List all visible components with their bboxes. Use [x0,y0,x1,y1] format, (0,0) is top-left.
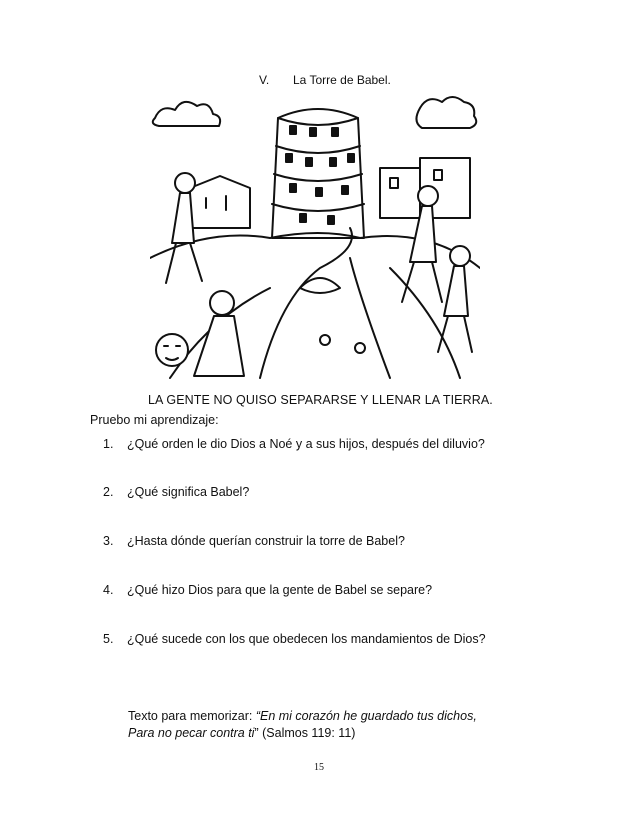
road [260,228,390,378]
section-heading [259,73,391,87]
person-right-bottom [438,246,472,352]
tower-of-babel-drawing [150,88,480,380]
memory-verse-label: Texto para memorizar: [128,709,256,723]
page-number: 15 [314,762,324,773]
question-item: 3. ¿Hasta dónde querían construir la torre de Babel? [103,534,405,548]
question-item: 2. ¿Qué significa Babel? [103,485,250,499]
exercise-title: Pruebo mi aprendizaje: [90,413,219,427]
cloud-left [153,102,220,126]
section-number: V. [259,73,270,87]
memory-verse [128,708,477,742]
question-item: 4. ¿Qué hizo Dios para que la gente de Babel se separe? [103,583,433,597]
tower [272,109,364,238]
memory-verse-close-quote: ” [254,726,259,740]
section-title: La Torre de Babel. [293,73,391,87]
question-item: 1. ¿Qué orden le dio Dios a Noé y a sus hijos, después del diluvio? [103,437,485,451]
memory-verse-quote-line2: Para no pecar contra ti [128,726,255,740]
child-bottom-left [156,334,188,366]
image-caption: LA GENTE NO QUISO SEPARARSE Y LLENAR LA TIERRA. [148,393,493,407]
person-center [194,291,244,376]
memory-verse-reference: (Salmos 119: 11) [258,726,356,740]
houses-left [190,176,250,228]
question-item: 5. ¿Qué sucede con los que obedecen los mandamientos de Dios? [103,632,486,646]
memory-verse-quote-line1: “En mi corazón he guardado tus dichos, [255,709,477,723]
cloud-right [416,97,476,128]
